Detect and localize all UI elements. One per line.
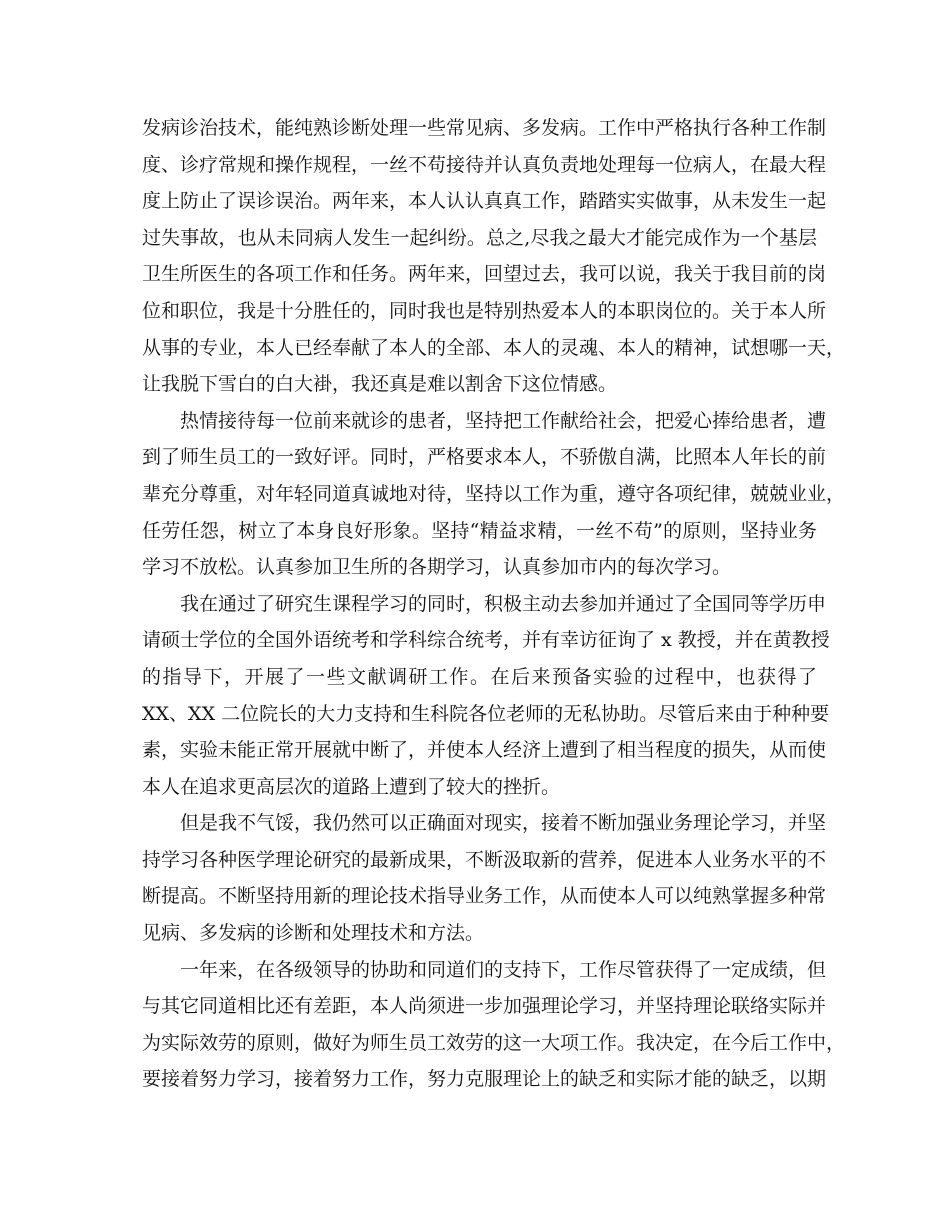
paragraph [142,805,827,951]
text-line: 发病诊治技术，能纯熟诊断处理一些常见病、多发病。工作中严格执行各种工作制 [142,117,827,139]
text-line: 要接着努力学习，接着努力工作，努力克服理论上的缺乏和实际才能的缺乏，以期 [142,1068,827,1091]
document-body [142,110,846,1098]
text-line: 热情接待每一位前来就诊的患者，坚持把工作献给社会，把爱心捧给患者，遭 [180,409,827,432]
text-line: 任劳任怨，树立了本身良好形象。坚持“精益求精，一丝不苟”的原则，坚持业务 [142,519,817,542]
text-line: 持学习各种医学理论研究的最新成果，不断汲取新的营养，促进本人业务水平的不 [142,848,827,871]
text-line: 学习不放松。认真参加卫生所的各期学习，认真参加市内的每次学习。 [142,556,732,579]
paragraph [142,403,846,586]
paragraph [142,110,846,403]
text-line: 度上防止了误诊误治。两年来，本人认认真真工作，踏踏实实做事，从未发生一起 [142,190,827,213]
text-line: XX、XX 二位院长的大力支持和生科院各位老师的无私协助。尽管后来由于种种要 [142,702,830,725]
text-line: 素，实验未能正常开展就中断了，并使本人经济上遭到了相当程度的损失，从而使 [142,739,827,762]
text-line: 让我脱下雪白的白大褂，我还真是难以割舍下这位情感。 [142,373,618,396]
text-line: 卫生所医生的各项工作和任务。两年来，回望过去，我可以说，我关于我目前的岗 [142,263,827,286]
text-line: 我在通过了研究生课程学习的同时，积极主动去参加并通过了全国同等学历申 [180,592,827,615]
text-line: 与其它同道相比还有差距，本人尚须进一步加强理论学习，并坚持理论联络实际并 [142,995,827,1018]
text-line: 一年来，在各级领导的协助和同道们的支持下，工作尽管获得了一定成绩，但 [180,958,827,981]
text-line: 请硕士学位的全国外语统考和学科综合统考，并有幸访征询了 x 教授，并在黄教授 [142,629,830,652]
text-line: 位和职位，我是十分胜任的，同时我也是特别热爱本人的本职岗位的。关于本人所 [142,299,827,322]
text-line: 度、诊疗常规和操作规程，一丝不苟接待并认真负责地处理每一位病人，在最大程 [142,153,827,176]
paragraph [142,952,846,1098]
text-line: 到了师生员工的一致好评。同时，严格要求本人，不骄傲自满，比照本人年长的前 [142,446,827,469]
text-line: 从事的专业，本人已经奉献了本人的全部、本人的灵魂、本人的精神，试想哪一天， [142,336,846,359]
text-line: 过失事故，也从未同病人发生一起纠纷。总之,尽我之最大才能完成作为一个基层 [142,226,817,249]
text-line: 的指导下，开展了一些文献调研工作。在后来预备实验的过程中，也获得了 [142,665,817,688]
text-line: 为实际效劳的原则，做好为师生员工效劳的这一大项工作。我决定，在今后工作中， [142,1031,846,1054]
text-line: 但是我不气馁，我仍然可以正确面对现实，接着不断加强业务理论学习，并坚 [180,812,827,835]
text-line: 断提高。不断坚持用新的理论技术指导业务工作，从而使本人可以纯熟掌握多种常 [142,885,827,908]
paragraph [142,586,830,806]
text-line: 见病、多发病的诊断和处理技术和方法。 [142,922,485,945]
text-line: 本人在追求更高层次的道路上遭到了较大的挫折。 [142,775,561,798]
text-line: 辈充分尊重，对年轻同道真诚地对待，坚持以工作为重，遵守各项纪律，兢兢业业， [142,482,846,505]
